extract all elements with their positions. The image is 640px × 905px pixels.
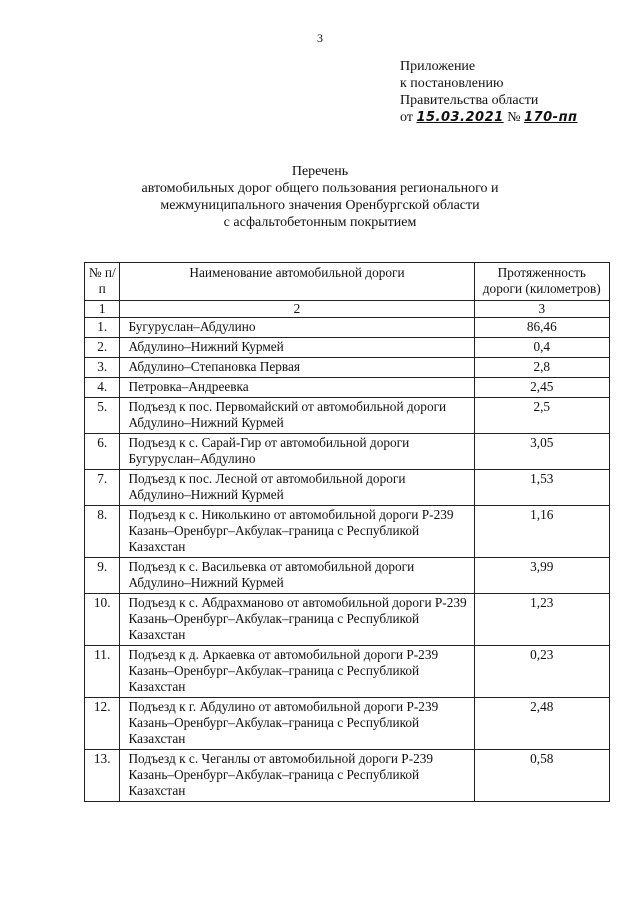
table-row [85,434,610,470]
appendix-header [400,58,578,126]
row-number: 7. [85,470,120,506]
title-line-4: с асфальтобетонным покрытием [223,215,417,230]
road-name: Подъезд к пос. Первомайский от автомобильной дороги Абдулино–Нижний Курмей [120,398,474,434]
date-value: 15.03.2021 [416,110,504,125]
appendix-line-2: к постановлению [400,76,504,91]
appendix-line-3: Правительства области [400,93,539,108]
document-title [0,163,640,231]
index-cell-2: 2 [120,301,474,318]
road-name: Подъезд к с. Васильевка от автомобильной дороги Абдулино–Нижний Курмей [120,558,474,594]
road-length: 2,5 [474,398,609,434]
road-length: 2,45 [474,378,609,398]
table-row [85,338,610,358]
row-number: 5. [85,398,120,434]
row-number: 4. [85,378,120,398]
header-num: № п/п [85,263,120,301]
appendix-date-line [400,109,578,126]
table-row [85,750,610,802]
row-number: 9. [85,558,120,594]
road-name: Бугуруслан–Абдулино [120,318,474,338]
road-name: Подъезд к д. Аркаевка от автомобильной дороги Р-239 Казань–Оренбург–Акбулак–граница с Республикой Казахстан [120,646,474,698]
number-value: 170-пп [524,110,578,125]
road-length: 1,23 [474,594,609,646]
page-number: 3 [317,31,323,45]
table-row [85,698,610,750]
row-number: 13. [85,750,120,802]
row-number: 6. [85,434,120,470]
table-row [85,506,610,558]
road-length: 1,53 [474,470,609,506]
road-name: Подъезд к пос. Лесной от автомобильной дороги Абдулино–Нижний Курмей [120,470,474,506]
table-row [85,358,610,378]
column-index-row [85,301,610,318]
date-prefix: от [400,110,413,125]
road-name: Абдулино–Нижний Курмей [120,338,474,358]
table-row [85,378,610,398]
road-name: Абдулино–Степановка Первая [120,358,474,378]
road-name: Подъезд к с. Сарай-Гир от автомобильной дороги Бугуруслан–Абдулино [120,434,474,470]
table-row [85,398,610,434]
road-length: 0,58 [474,750,609,802]
table-header-row [85,263,610,301]
row-number: 11. [85,646,120,698]
row-number: 12. [85,698,120,750]
table-row [85,594,610,646]
appendix-line-1: Приложение [400,59,476,74]
row-number: 3. [85,358,120,378]
road-name: Петровка–Андреевка [120,378,474,398]
road-name: Подъезд к с. Абдрахманово от автомобильной дороги Р-239 Казань–Оренбург–Акбулак–граница с Республикой Казахстан [120,594,474,646]
road-length: 1,16 [474,506,609,558]
row-number: 2. [85,338,120,358]
index-cell-1: 1 [85,301,120,318]
number-prefix: № [507,110,521,125]
road-length: 2,48 [474,698,609,750]
road-length: 3,99 [474,558,609,594]
header-length: Протяженность дороги (километров) [474,263,609,301]
table-row [85,318,610,338]
roads-table [84,262,610,802]
title-line-3: межмуниципального значения Оренбургской области [160,198,480,213]
road-length: 3,05 [474,434,609,470]
row-number: 8. [85,506,120,558]
road-length: 2,8 [474,358,609,378]
road-length: 86,46 [474,318,609,338]
road-length: 0,23 [474,646,609,698]
title-line-2: автомобильных дорог общего пользования регионального и [141,181,499,196]
road-name: Подъезд к г. Абдулино от автомобильной дороги Р-239 Казань–Оренбург–Акбулак–граница с Республикой Казахстан [120,698,474,750]
table-row [85,646,610,698]
road-name: Подъезд к с. Николькино от автомобильной дороги Р-239 Казань–Оренбург–Акбулак–граница с Республикой Казахстан [120,506,474,558]
row-number: 1. [85,318,120,338]
table-row [85,470,610,506]
title-line-1: Перечень [291,164,349,179]
road-name: Подъезд к с. Чеганлы от автомобильной дороги Р-239 Казань–Оренбург–Акбулак–граница с Республикой Казахстан [120,750,474,802]
index-cell-3: 3 [474,301,609,318]
table-row [85,558,610,594]
road-length: 0,4 [474,338,609,358]
row-number: 10. [85,594,120,646]
header-name: Наименование автомобильной дороги [120,263,474,301]
